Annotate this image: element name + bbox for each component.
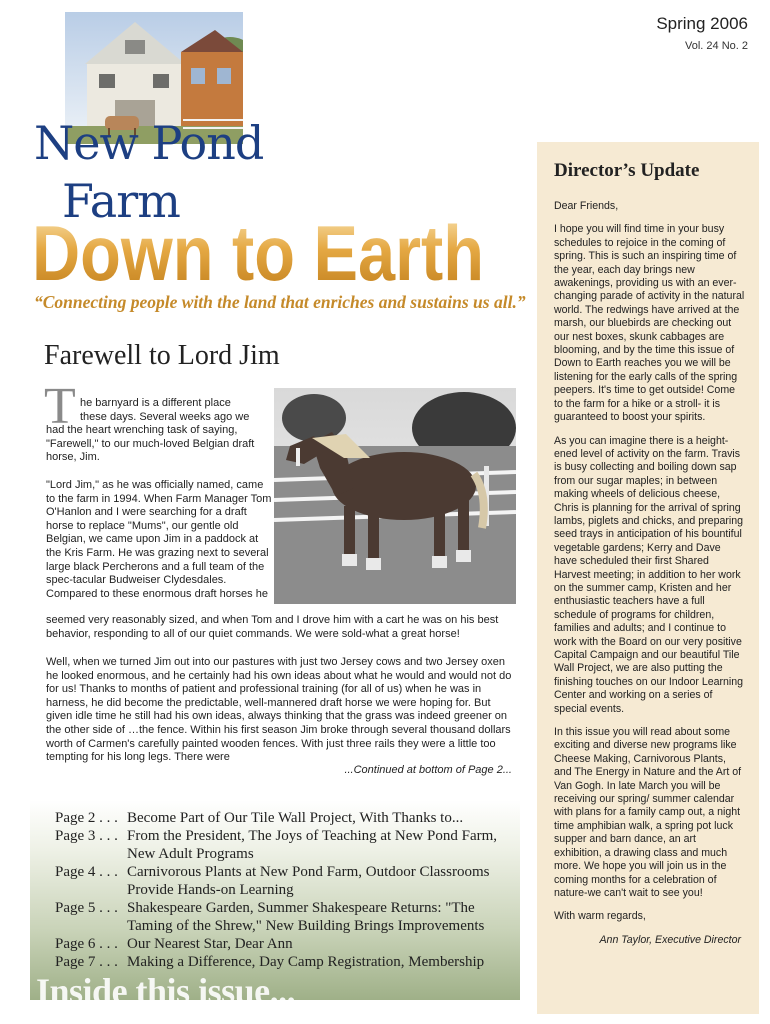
sidebar-paragraph-2: As you can imagine there is a height-ened level of activity on the farm. Travis is busy collecting and boiling down sap from our sugar maples; in between making wheels of delicious cheese, Chris is planning for the arrival of spring lambs, piglets and chicks, and preparing seed trays in anticipation of his bountiful vegetable gardens; Kerry and Dave have scheduled their first Shared Harvest meeting; in addition to her work on the summer camp, Kristen and her enthusiastic teachers have a full schedule of programs for children, families and adults; and I continue to work with the Board on our very positive Capital Campaign and our beautiful Tile Wall Project, we are also putting the finishing touches on our Indoor Learning Center and working on a series of special events. bbox=[554, 434, 744, 715]
article-p1-line1: he barnyard is a different place bbox=[80, 397, 231, 409]
toc-entry-page-3 bbox=[55, 828, 498, 862]
sidebar-closing: With warm regards, bbox=[554, 910, 646, 923]
toc-page-label: Page 7 . . . bbox=[55, 954, 118, 970]
article-p1-rest: had the heart wrenching task of saying, "Farewell," to our much-loved Belgian draft horse, Jim. bbox=[46, 424, 255, 464]
issue-volume: Vol. 24 No. 2 bbox=[685, 40, 748, 52]
toc-entry-page-6 bbox=[55, 936, 293, 953]
article-p1-line2: these days. Several weeks ago we bbox=[80, 410, 250, 423]
masthead-banner-text: Down to Earth bbox=[32, 212, 484, 292]
horse-photo bbox=[274, 388, 516, 604]
toc-entry-text: Our Nearest Star, Dear Ann bbox=[127, 936, 293, 952]
toc-entry-text: Making a Difference, Day Camp Registration, Membership bbox=[127, 954, 485, 970]
sidebar-paragraph-3: In this issue you will read about some exciting and diverse new programs like Cheese Making, Carnivorous Plants, and The Energy in Nature and the Art of Van Gogh. In late March you will be receiving our spring/ summer calendar with plans for a family camp out, a night time amphibian walk, a spring pot luck supper and barn dance, an art exhibition, a drawing class and much more. We hope you will join us in the coming months for a celebration of nature-we can't wait to see you! bbox=[554, 726, 742, 899]
article-headline: Farewell to Lord Jim bbox=[44, 340, 280, 371]
toc-entry-text: Carnivorous Plants at New Pond Farm, Outdoor Classrooms bbox=[127, 864, 490, 880]
directors-update-sidebar bbox=[537, 142, 759, 1014]
masthead-title-line2: Farm bbox=[62, 174, 180, 228]
toc-entry-continuation: Provide Hands-on Learning bbox=[127, 882, 294, 898]
sidebar-title: Director’s Update bbox=[554, 160, 700, 181]
toc-entry-text: From the President, The Joys of Teaching at New Pond Farm, bbox=[127, 828, 498, 844]
toc-page-label: Page 3 . . . bbox=[55, 828, 118, 844]
sidebar-paragraph-1: I hope you will find time in your busy schedules to rejoice in the coming of spring. This is such an inspiring time of the year, each day brings new awakenings, providing us with an ever-changing parade of activity in the natural world. The redwings have arrived at the marsh, our bluebirds are checking out our nest boxes, skunk cabbages are blooming, and by the time this issue of Down to Earth reaches you we will be listening for the early calls of the spring peepers. It's time to get outside! Come to the farm for a hike or a stroll- it is guaranteed to boost your spirits. bbox=[554, 223, 745, 424]
masthead-title-line1: New Pond bbox=[34, 116, 264, 170]
article-paragraph-2: "Lord Jim," as he was officially named, came to the farm in 1994. When Farm Manager Tom O'Hanlon and I were searching for a draft horse to replace "Mums", our gentle old Belgian, we came upon Jim in a paddock at the Kris Farm. He was grazing next to several large black Percherons and a full team of the spec-tacular Budweiser Clydesdales. Compared to these enormous draft horses he bbox=[46, 479, 272, 600]
toc-entry-page-7 bbox=[55, 954, 484, 971]
toc-page-label: Page 2 . . . bbox=[55, 810, 118, 826]
toc-entry-page-4 bbox=[55, 864, 490, 898]
toc-page-label: Page 5 . . . bbox=[55, 900, 118, 916]
toc-page-label: Page 6 . . . bbox=[55, 936, 118, 952]
toc-entry-page-5 bbox=[55, 900, 485, 934]
article-paragraph-3: seemed very reasonably sized, and when Tom and I drove him with a cart he was on his best behavior, responding to all of our quiet commands. We were sold-what a great horse! bbox=[46, 614, 499, 640]
toc-entry-text: Become Part of Our Tile Wall Project, With Thanks to... bbox=[127, 810, 464, 826]
continued-note: ...Continued at bottom of Page 2... bbox=[344, 764, 512, 776]
issue-info bbox=[656, 14, 748, 52]
inside-this-issue-box bbox=[30, 800, 520, 1011]
sidebar-signature: Ann Taylor, Executive Director bbox=[599, 933, 741, 946]
inside-this-issue-title: Inside this issue... bbox=[36, 971, 296, 1011]
toc-page-label: Page 4 . . . bbox=[55, 864, 118, 880]
masthead-banner bbox=[30, 212, 490, 292]
toc-entry-continuation: New Adult Programs bbox=[127, 846, 254, 862]
toc-entry-continuation: Taming of the Shrew," New Building Brings Improvements bbox=[127, 918, 485, 934]
article-paragraph-4: Well, when we turned Jim out into our pastures with just two Jersey cows and two Jersey oxen he looked enormous, and he certainly had his own ideas about what he would and would not do for us! Thanks to months of patient and professional training (for all of us) when he was in harness, he did become the predictable, well-mannered draft horse we were hoping for. But given idle time he still had his own ideas, always thinking that the grass was indeed greener on the other side of …the fence. Within his first season Jim broke through several thousand dollars worth of Carmen's carefully painted wooden fences. With just three rails they were a little too tempting for his long legs. There were bbox=[46, 656, 512, 764]
tagline: “Connecting people with the land that enriches and sustains us all.” bbox=[34, 292, 526, 312]
sidebar-greeting: Dear Friends, bbox=[554, 200, 619, 212]
article-paragraph-1 bbox=[46, 397, 274, 465]
issue-season: Spring 2006 bbox=[656, 14, 748, 33]
toc-entry-text: Shakespeare Garden, Summer Shakespeare Returns: "The bbox=[127, 900, 475, 916]
toc-entry-page-2 bbox=[55, 810, 463, 827]
drop-cap: T bbox=[44, 378, 76, 435]
